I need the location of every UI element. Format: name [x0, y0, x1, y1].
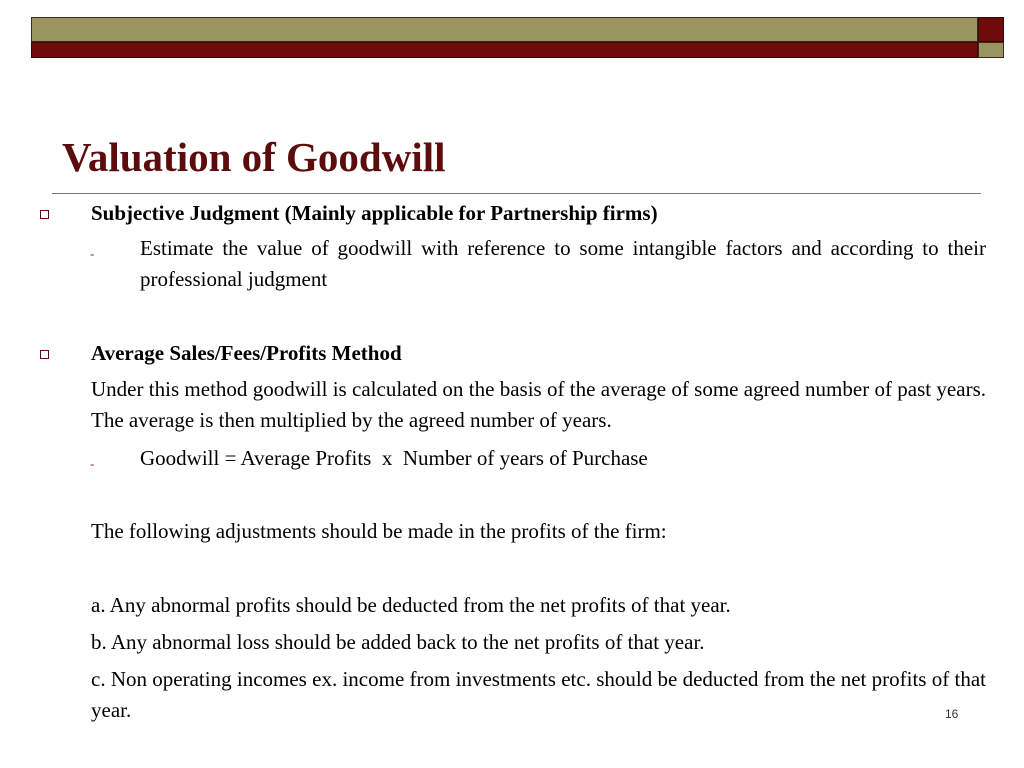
adjustment-item-a: a. Any abnormal profits should be deducted from the net profits of that year.	[91, 593, 731, 617]
dash-bullet-icon: -	[90, 246, 95, 261]
goodwill-formula: Goodwill = Average Profits x Number of years of Purchase	[140, 446, 648, 470]
adjustment-item-c: c. Non operating incomes ex. income from investments etc. should be deducted from the net profits of that year.	[91, 667, 986, 722]
adjustment-item-b: b. Any abnormal loss should be added back to the net profits of that year.	[91, 630, 705, 654]
header-band-olive	[31, 17, 978, 42]
subjective-sub-item: Estimate the value of goodwill with reference to some intangible factors and according to their professional judgment	[140, 236, 986, 291]
header-corner-olive	[978, 42, 1004, 58]
square-bullet-icon	[40, 350, 49, 359]
subjective-heading: Subjective Judgment (Mainly applicable for Partnership firms)	[91, 201, 658, 225]
header-corner-maroon	[978, 17, 1004, 42]
title-divider	[52, 193, 981, 194]
dash-bullet-icon: -	[90, 456, 95, 471]
average-description: Under this method goodwill is calculated on the basis of the average of some agreed number of past years. The average is then multiplied by the agreed number of years.	[91, 377, 986, 432]
square-bullet-icon	[40, 210, 49, 219]
adjustments-intro: The following adjustments should be made in the profits of the firm:	[91, 519, 667, 543]
slide-title: Valuation of Goodwill	[62, 134, 446, 180]
header-band-maroon	[31, 42, 978, 58]
average-heading: Average Sales/Fees/Profits Method	[91, 341, 402, 365]
slide-number: 16	[945, 707, 959, 721]
